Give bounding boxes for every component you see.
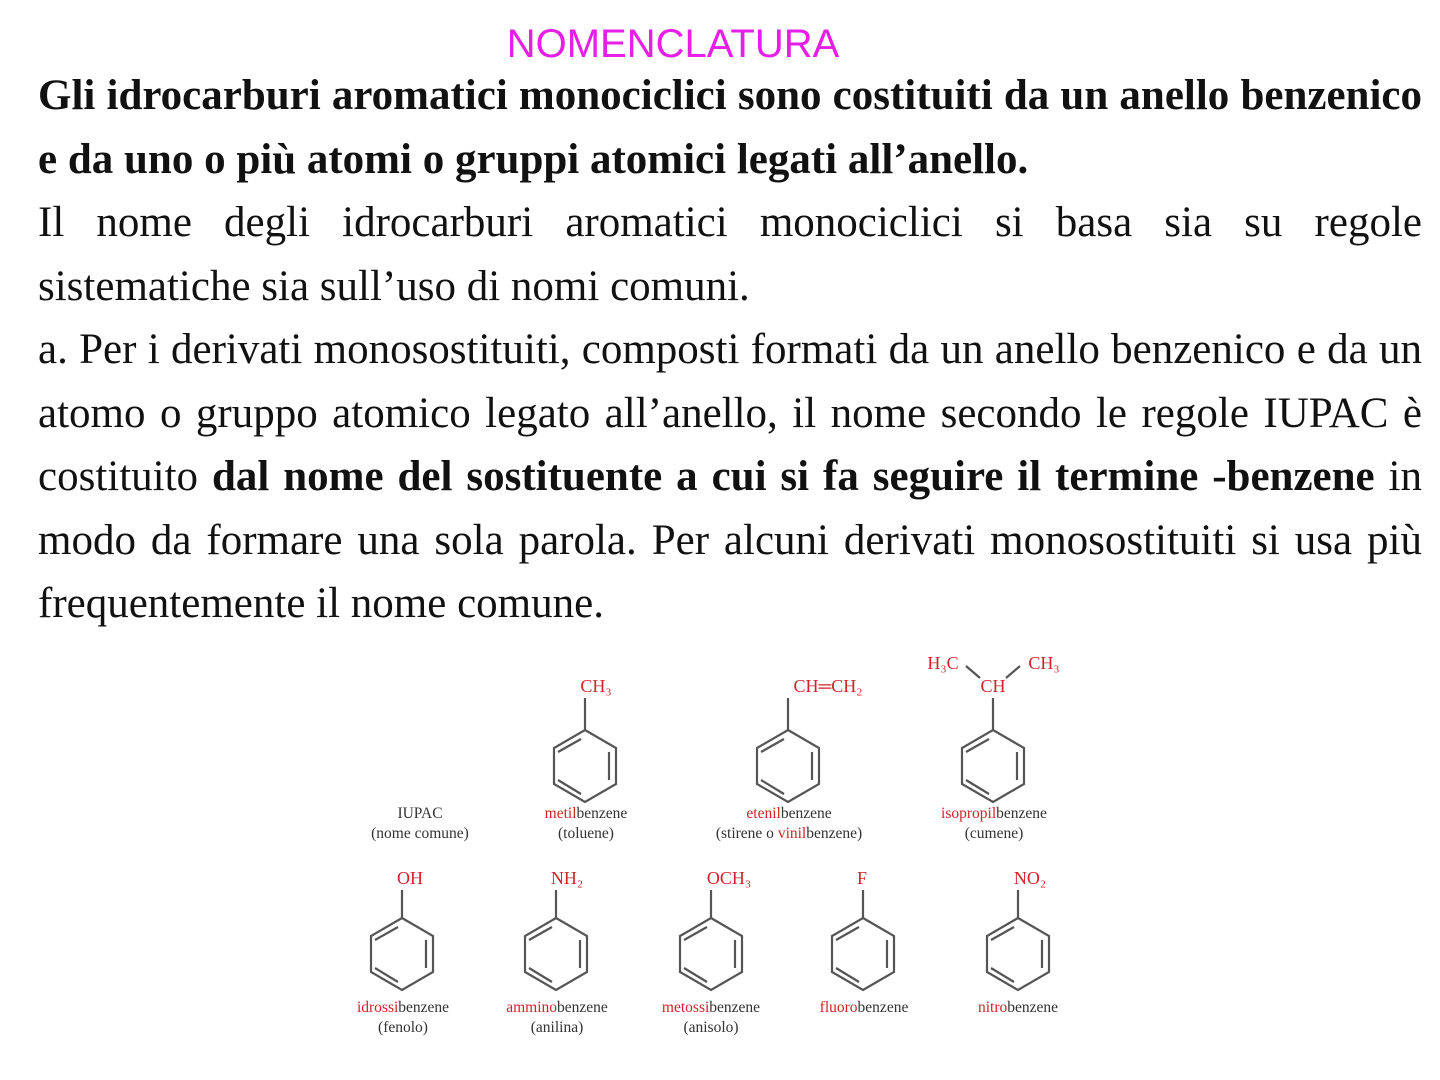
substituent-ch3-right: CH₃ — [1028, 653, 1060, 673]
substituent-ch3: CH₃ — [580, 676, 612, 696]
caption-nitrobenzene: nitrobenzene — [977, 999, 1059, 1016]
caption-methoxybenzene: metossibenzene (anisolo) — [661, 999, 761, 1036]
substituent-oh: OH — [397, 868, 423, 888]
substituent-f: F — [856, 868, 868, 888]
substituent-no2: NO₂ — [1013, 868, 1047, 888]
ring-aminobenzene — [525, 890, 587, 990]
caption-hydroxybenzene: idrossibenzene (fenolo) — [356, 999, 450, 1036]
caption-isopropylbenzene: isopropilbenzene (cumene) — [941, 805, 1047, 842]
caption-aminobenzene: amminobenzene (anilina) — [506, 999, 608, 1036]
body-text — [38, 64, 1422, 636]
ring-methoxybenzene — [680, 890, 742, 990]
caption-methylbenzene: metilbenzene (toluene) — [544, 805, 628, 842]
paragraph-definition: Gli idrocarburi aromatici monociclici sono costituiti da un anello benzenico e da uno o più atomi o gruppi atomici legati all’anello. — [38, 72, 1422, 183]
benzene-derivatives-figure — [340, 648, 1080, 1048]
substituent-nh2: NH₂ — [550, 868, 584, 888]
paragraph-monosubstituted: a. Per i derivati monosostituiti, composti formati da un anello benzenico e da un atomo o gruppo atomico legato all’anello, il nome secondo le regole IUPAC è costituito dal nome del sostituente a cui si fa seguire il termine -benzene in modo da formare una sola parola. Per alcuni derivati monosostituiti si usa più frequentemente il nome comune. — [38, 326, 1423, 627]
benzene-rings-drawing — [340, 648, 1080, 1048]
legend-caption: IUPAC (nome comune) — [371, 805, 469, 842]
substituent-och3: OCH₃ — [706, 868, 752, 888]
ring-hydroxybenzene — [371, 890, 433, 990]
ring-ethenylbenzene — [757, 698, 819, 802]
caption-fluorobenzene: fluorobenzene — [819, 999, 909, 1016]
paragraph-naming-rules: Il nome degli idrocarburi aromatici monociclici si basa sia su regole sistematiche sia sull’uso di nomi comuni. — [38, 199, 1422, 310]
ring-fluorobenzene — [832, 890, 894, 990]
substituent-vinyl: CH═CH₂ — [793, 676, 863, 696]
substituent-h3c: H₃C — [927, 653, 959, 673]
caption-ethenylbenzene: etenilbenzene (stirene o vinilbenzene) — [715, 805, 863, 842]
ring-nitrobenzene — [987, 890, 1049, 990]
page-title: NOMENCLATURA — [506, 22, 840, 66]
substituent-ch: CH — [980, 676, 1006, 696]
ring-methylbenzene — [554, 698, 616, 802]
